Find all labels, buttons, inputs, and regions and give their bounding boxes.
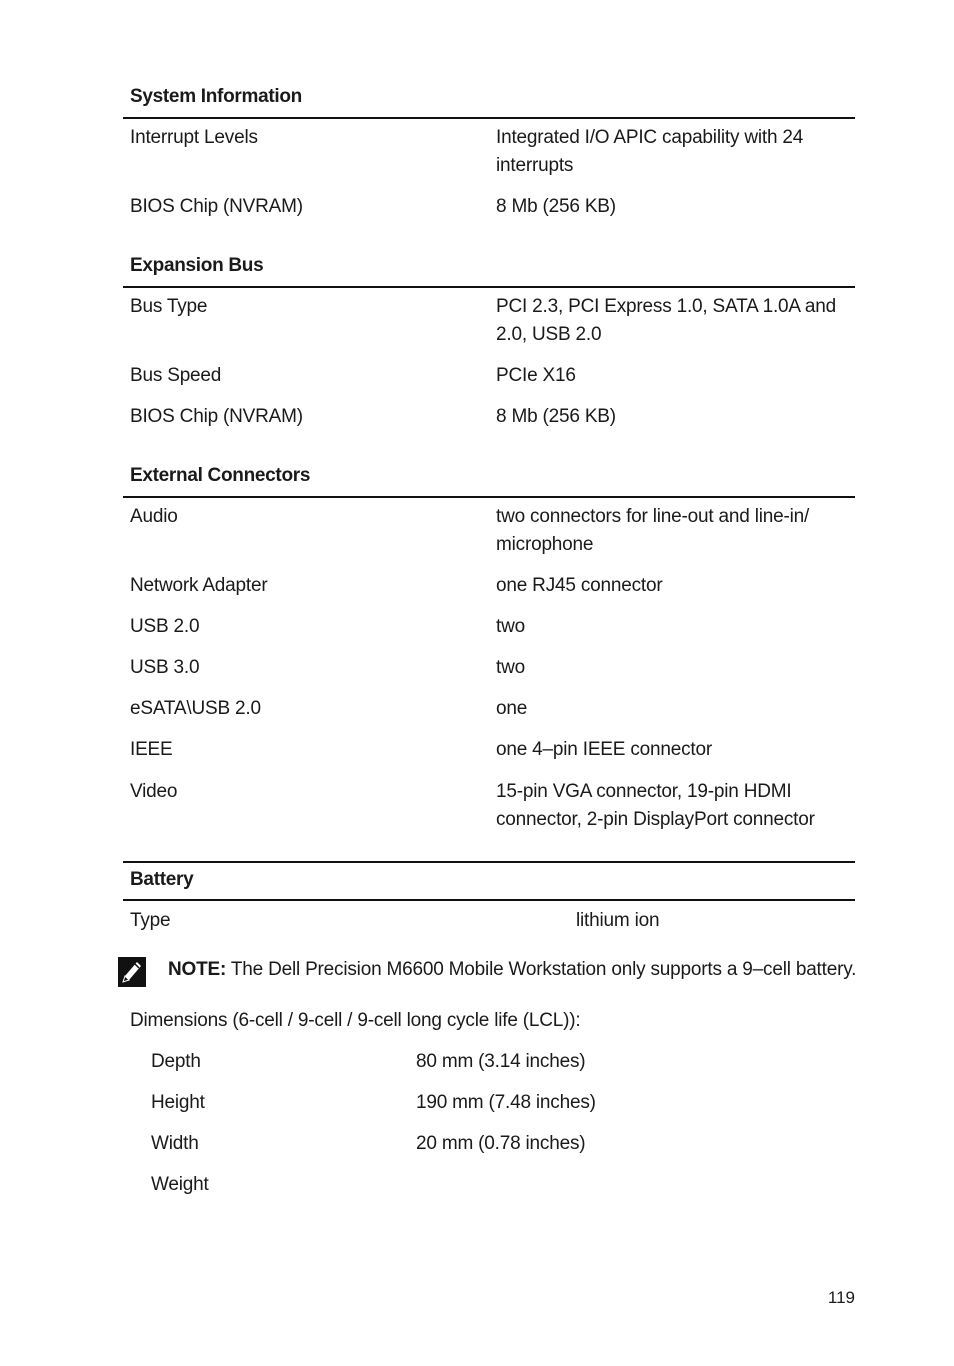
section-rule <box>123 899 855 901</box>
dimension-label: Weight <box>151 1174 209 1195</box>
row-value: one 4–pin IEEE connector <box>496 739 712 760</box>
row-value: PCI 2.3, PCI Express 1.0, SATA 1.0A and 2.0, USB 2.0 <box>496 296 837 345</box>
row-value: one RJ45 connector <box>496 575 663 596</box>
dimension-value: 190 mm (7.48 inches) <box>416 1092 596 1113</box>
row-label: Audio <box>130 506 178 527</box>
row-label: Video <box>130 781 178 802</box>
note-prefix: NOTE: <box>168 959 227 980</box>
row-value: two <box>496 657 525 678</box>
row-value: 15-pin VGA connector, 19-pin HDMI connector, 2-pin DisplayPort connector <box>496 781 815 830</box>
row-value: two <box>496 616 525 637</box>
dimension-label: Depth <box>151 1051 201 1072</box>
section-rule <box>123 496 855 498</box>
row-label: BIOS Chip (NVRAM) <box>130 196 303 217</box>
row-value: PCIe X16 <box>496 365 576 386</box>
row-value: lithium ion <box>576 910 660 931</box>
row-label: IEEE <box>130 739 173 760</box>
row-value: Integrated I/O APIC capability with 24 interrupts <box>496 127 804 176</box>
note-text <box>168 956 856 984</box>
row-label: Interrupt Levels <box>130 127 258 148</box>
row-label: BIOS Chip (NVRAM) <box>130 406 303 427</box>
dimension-label: Height <box>151 1092 205 1113</box>
row-label: Bus Type <box>130 296 208 317</box>
dimensions-heading: Dimensions (6-cell / 9-cell / 9-cell long cycle life (LCL)): <box>130 1010 581 1031</box>
section-rule <box>123 286 855 288</box>
section-rule <box>123 117 855 119</box>
note-body: The Dell Precision M6600 Mobile Workstation only supports a 9–cell battery. <box>230 959 857 980</box>
dimension-value: 20 mm (0.78 inches) <box>416 1133 586 1154</box>
section-title-battery: Battery <box>130 869 194 890</box>
section-title-system-information: System Information <box>130 86 302 107</box>
row-value: 8 Mb (256 KB) <box>496 196 616 217</box>
row-label: eSATA\USB 2.0 <box>130 698 261 719</box>
row-value: one <box>496 698 528 719</box>
row-value: two connectors for line-out and line-in/ microphone <box>496 506 810 555</box>
pencil-note-icon <box>118 957 146 987</box>
row-label: Network Adapter <box>130 575 268 596</box>
dimension-value: 80 mm (3.14 inches) <box>416 1051 586 1072</box>
row-label: USB 3.0 <box>130 657 200 678</box>
row-label: USB 2.0 <box>130 616 200 637</box>
section-rule-top <box>123 861 855 863</box>
section-title-expansion-bus: Expansion Bus <box>130 255 264 276</box>
row-label: Type <box>130 910 171 931</box>
page-number: 119 <box>827 1288 855 1307</box>
section-title-external-connectors: External Connectors <box>130 465 311 486</box>
row-label: Bus Speed <box>130 365 222 386</box>
row-value: 8 Mb (256 KB) <box>496 406 616 427</box>
dimension-label: Width <box>151 1133 199 1154</box>
